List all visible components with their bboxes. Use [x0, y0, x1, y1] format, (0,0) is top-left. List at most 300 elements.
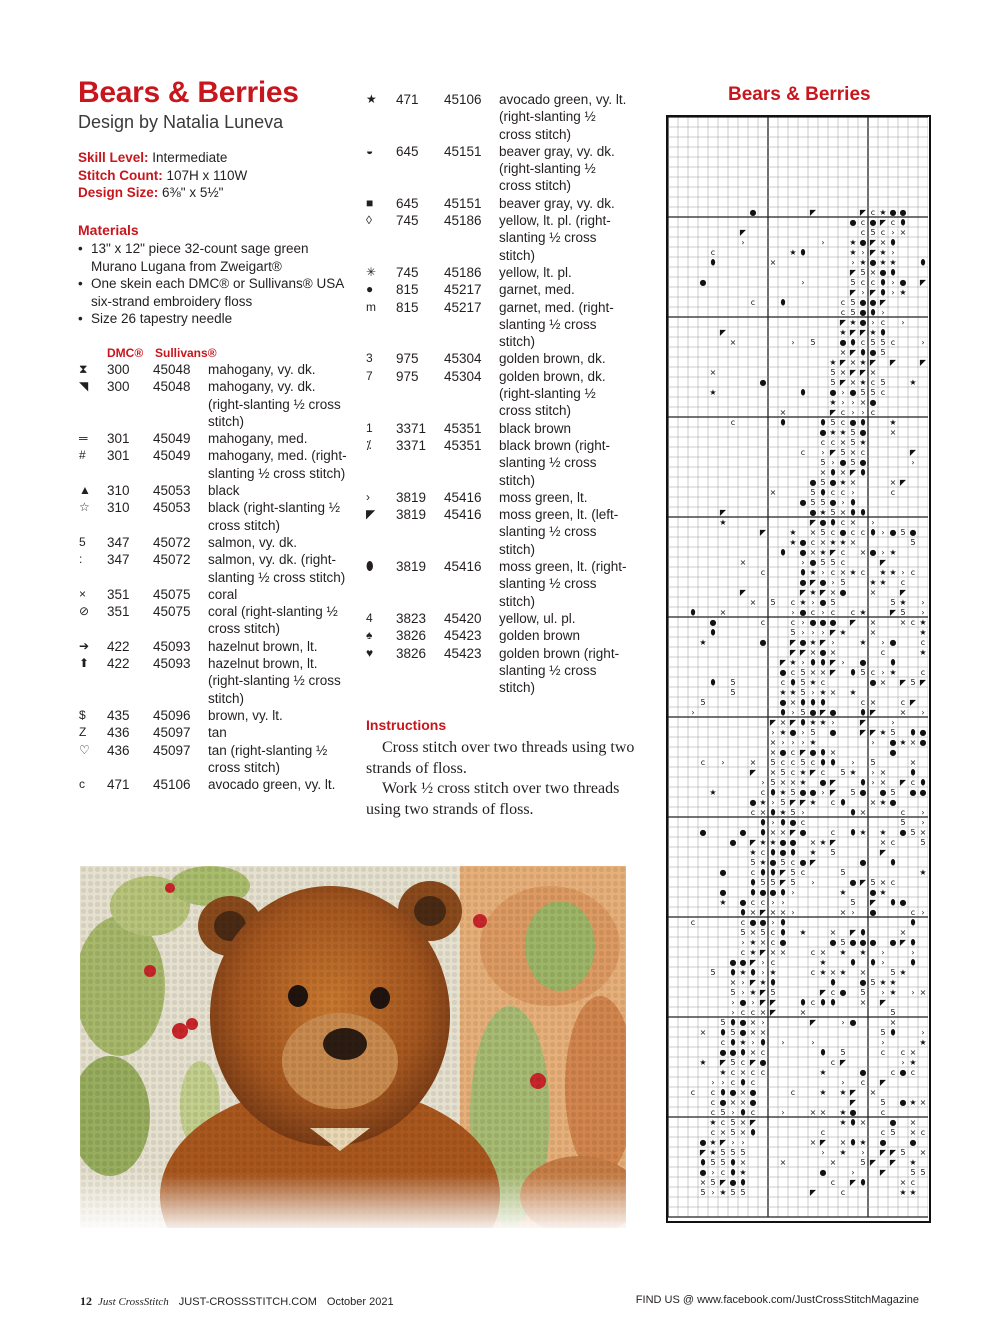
stitch-symbol: ⬮ [770, 848, 776, 857]
stitch-symbol: c [710, 1098, 716, 1107]
stitch-symbol: ● [829, 478, 837, 487]
stitch-symbol: 5 [830, 598, 836, 607]
stitch-symbol: ◤ [849, 368, 857, 377]
stitch-symbol: ⬮ [710, 678, 716, 687]
stitch-symbol: ◤ [879, 298, 887, 307]
stitch-symbol: ● [849, 1108, 857, 1117]
stitch-symbol: × [779, 778, 787, 787]
stitch-symbol: ★ [919, 618, 927, 627]
stitch-symbol: ◤ [869, 898, 877, 907]
stitch-symbol: ◤ [819, 708, 827, 717]
stitch-symbol: ● [819, 648, 827, 657]
footer-left [80, 1294, 394, 1309]
dmc-number: 3371 [396, 437, 427, 453]
stitch-symbol: ● [899, 1098, 907, 1107]
stitch-symbol: › [881, 948, 885, 957]
color-key-row [366, 610, 628, 627]
dmc-number: 301 [107, 448, 130, 464]
stitch-symbol: ⬮ [860, 468, 866, 477]
stitch-symbol: ● [839, 338, 847, 347]
stitch-symbol: ◤ [879, 848, 887, 857]
stitch-symbol: 5 [830, 418, 836, 427]
stitch-symbol: ⬮ [760, 1038, 766, 1047]
stitch-symbol: ★ [709, 1118, 717, 1127]
stitch-symbol: ◤ [859, 718, 867, 727]
stitch-symbol: ◤ [829, 628, 837, 637]
stitch-symbol: ● [769, 858, 777, 867]
stitch-symbol: › [731, 1138, 735, 1147]
stitch-symbol: × [859, 808, 867, 817]
stitch-symbol: c [840, 408, 846, 417]
stitch-symbol: ◤ [899, 478, 907, 487]
stitch-symbol: › [921, 608, 925, 617]
stitch-symbol: × [869, 368, 877, 377]
stitch-symbol: › [821, 568, 825, 577]
stitch-symbol: ◤ [829, 408, 837, 417]
stitch-symbol: ◤ [879, 1148, 887, 1157]
stitch-symbol: ● [889, 748, 897, 757]
stitch-symbol: › [921, 1028, 925, 1037]
stitch-symbol: ⬮ [780, 918, 786, 927]
stitch-symbol: ★ [709, 788, 717, 797]
stitch-symbol: ● [869, 348, 877, 357]
stitch-symbol: c [830, 828, 836, 837]
stitch-symbol: × [809, 548, 817, 557]
color-key-row [366, 420, 628, 437]
stitch-symbol: ⬮ [740, 1108, 746, 1117]
stitch-symbol: ⬮ [800, 698, 806, 707]
stitch-symbol: ● [739, 898, 747, 907]
stitch-symbol: › [881, 308, 885, 317]
stitch-symbol: ● [889, 738, 897, 747]
stitch-symbol: ★ [889, 668, 897, 677]
stitch-symbol: 5 [890, 968, 896, 977]
symbol-icon: ◒ [366, 143, 374, 158]
color-key-row [79, 447, 349, 482]
stitch-symbol: ⬮ [760, 818, 766, 827]
stitch-symbol: ★ [839, 968, 847, 977]
stitch-symbol: ● [819, 428, 827, 437]
stitch-symbol: ⬮ [840, 798, 846, 807]
stitch-symbol: × [899, 618, 907, 627]
stitch-symbol: ● [859, 238, 867, 247]
color-description: yellow, lt. pl. [499, 264, 572, 280]
color-key-row [366, 299, 628, 351]
color-description: hazelnut brown, lt. (right-slanting ½ cross stitch) [208, 656, 341, 706]
stitch-symbol: ● [859, 1068, 867, 1077]
website-link[interactable]: JUST-CROSSSTITCH.COM [178, 1296, 317, 1308]
stitch-symbol: ● [859, 658, 867, 667]
stitch-symbol: ★ [849, 688, 857, 697]
stitch-symbol: c [780, 758, 786, 767]
dmc-number: 3371 [396, 420, 427, 436]
stitch-symbol: › [781, 738, 785, 747]
stitch-symbol: 5 [850, 298, 856, 307]
stitch-symbol: × [899, 928, 907, 937]
stitch-symbol: ● [749, 1088, 757, 1097]
stitch-symbol: › [841, 1078, 845, 1087]
color-description: yellow, ul. pl. [499, 610, 576, 626]
stitch-symbol: × [879, 678, 887, 687]
stitch-symbol: ⬮ [850, 498, 856, 507]
stitch-symbol: 5 [800, 688, 806, 697]
stitch-symbol: × [789, 778, 797, 787]
stitch-symbol: 5 [710, 1178, 716, 1187]
stitch-symbol: c [780, 678, 786, 687]
stitch-symbol: ★ [859, 378, 867, 387]
stitch-symbol: ★ [909, 1158, 917, 1167]
stitch-symbol: 5 [790, 878, 796, 887]
stitch-symbol: 5 [830, 378, 836, 387]
stitch-symbol: › [921, 708, 925, 717]
stitch-symbol: 5 [740, 928, 746, 937]
stitch-symbol: ● [779, 848, 787, 857]
stitch-symbol: c [790, 598, 796, 607]
stitch-symbol: › [821, 608, 825, 617]
stitch-symbol: c [840, 298, 846, 307]
stitch-symbol: ◤ [799, 648, 807, 657]
stitch-symbol: × [749, 908, 757, 917]
stitch-symbol: ● [699, 1168, 707, 1177]
stitch-symbol: × [869, 798, 877, 807]
stitch-symbol: ★ [829, 428, 837, 437]
color-description: avocado green, vy. lt. (right-slanting ½ cross stitch) [499, 92, 627, 142]
stitch-symbol: × [859, 968, 867, 977]
bear-photo-illustration [80, 866, 626, 1228]
stitch-symbol: › [801, 618, 805, 627]
stitch-symbol: 5 [710, 968, 716, 977]
stitch-symbol: › [851, 258, 855, 267]
stitch-symbol: ◤ [899, 778, 907, 787]
stitch-symbol: c [720, 1038, 726, 1047]
stitch-symbol: ★ [749, 938, 757, 947]
stitch-symbol: ⬮ [920, 258, 926, 267]
stitch-symbol: ★ [709, 1138, 717, 1147]
sullivans-number: 45423 [444, 645, 482, 661]
stitch-symbol: 5 [790, 788, 796, 797]
symbol-icon: $ [79, 707, 86, 722]
stitch-symbol: × [749, 598, 757, 607]
sullivans-number: 45351 [444, 420, 482, 436]
stitch-symbol: ◤ [819, 988, 827, 997]
stitch-symbol: › [851, 908, 855, 917]
color-description: salmon, vy. dk. [208, 534, 298, 550]
stitch-symbol: › [691, 708, 695, 717]
facebook-link[interactable]: FIND US @ www.facebook.com/JustCrossStitchMagazine [635, 1294, 919, 1306]
stitch-symbol: ◤ [849, 1098, 857, 1107]
stitch-symbol: ★ [879, 888, 887, 897]
stitch-symbol: 5 [890, 1128, 896, 1137]
stitch-symbol: c [690, 918, 696, 927]
stitch-symbol: 5 [840, 1048, 846, 1057]
dmc-number: 645 [396, 143, 419, 159]
stitch-symbol: 5 [870, 228, 876, 237]
stitch-symbol: ⬮ [870, 958, 876, 967]
stitch-symbol: › [711, 1168, 715, 1177]
stitch-symbol: c [920, 1128, 926, 1137]
stitch-symbol: c [890, 1068, 896, 1077]
stitch-symbol: ● [709, 618, 717, 627]
stitch-symbol: 5 [880, 1098, 886, 1107]
stitch-symbol: ★ [879, 828, 887, 837]
stitch-symbol: ★ [769, 968, 777, 977]
stitch-symbol: ⬮ [740, 1078, 746, 1087]
stitch-symbol: 5 [850, 898, 856, 907]
stitch-symbol: × [869, 1088, 877, 1097]
stitch-symbol: ◤ [809, 1018, 817, 1027]
stitch-symbol: × [879, 838, 887, 847]
stitch-symbol: × [699, 1178, 707, 1187]
instructions-heading: Instructions [366, 717, 447, 733]
stitch-symbol: 5 [730, 1188, 736, 1197]
stitch-symbol: × [849, 538, 857, 547]
stitch-symbol: c [730, 418, 736, 427]
stitch-symbol: ★ [719, 898, 727, 907]
stitch-symbol: ● [849, 418, 857, 427]
stitch-symbol: × [859, 398, 867, 407]
stitch-symbol: c [860, 218, 866, 227]
stitch-symbol: ● [869, 678, 877, 687]
stitch-symbol: c [800, 818, 806, 827]
stitch-symbol: ⬮ [900, 218, 906, 227]
symbol-icon: ♥ [366, 645, 374, 660]
stitch-symbol: c [900, 698, 906, 707]
stitch-symbol: × [839, 1138, 847, 1147]
stitch-symbol: × [889, 478, 897, 487]
sullivans-number: 45097 [153, 742, 191, 758]
symbol-icon: : [79, 552, 83, 567]
stitch-symbol: ● [739, 1028, 747, 1037]
stitch-symbol: › [861, 248, 865, 257]
stitch-symbol: ● [719, 888, 727, 897]
stitch-symbol: ⬮ [860, 418, 866, 427]
stitch-symbol: × [839, 568, 847, 577]
stitch-symbol: › [881, 668, 885, 677]
stitch-symbol: ◤ [889, 358, 897, 367]
stitch-symbol: 5 [880, 338, 886, 347]
stitch-symbol: › [881, 548, 885, 557]
stitch-symbol: ⬮ [890, 238, 896, 247]
stitch-symbol: c [820, 768, 826, 777]
stitch-symbol: ★ [799, 778, 807, 787]
stitch-symbol: c [760, 788, 766, 797]
sullivans-number: 45048 [153, 379, 191, 395]
stitch-symbol: × [839, 368, 847, 377]
stitch-symbol: c [830, 1178, 836, 1187]
stitch-symbol: ⬮ [880, 328, 886, 337]
stitch-symbol: 5 [770, 758, 776, 767]
stitch-symbol: c [810, 758, 816, 767]
stitch-symbol: ● [799, 608, 807, 617]
stitch-symbol: ⬮ [860, 348, 866, 357]
color-key-row [366, 195, 628, 212]
stitch-symbol: × [809, 648, 817, 657]
stitch-symbol: × [859, 1118, 867, 1127]
stitch-symbol: 5 [800, 668, 806, 677]
dmc-number: 422 [107, 638, 130, 654]
dmc-number: 3826 [396, 645, 427, 661]
stitch-symbol: × [779, 408, 787, 417]
color-key-row [366, 506, 628, 558]
stitch-symbol: ● [749, 208, 757, 217]
stitch-symbol: › [901, 568, 905, 577]
stitch-symbol: c [710, 1108, 716, 1117]
stitch-symbol: ⬮ [800, 388, 806, 397]
stitch-symbol: › [791, 738, 795, 747]
stitch-symbol: › [721, 1078, 725, 1087]
stitch-symbol: × [889, 1018, 897, 1027]
symbol-icon: ♡ [79, 742, 90, 757]
stitch-symbol: ⬮ [780, 548, 786, 557]
stitch-symbol: ◤ [869, 358, 877, 367]
color-key-row [366, 350, 628, 367]
stitch-symbol: 5 [900, 1148, 906, 1157]
stitch-symbol: × [839, 438, 847, 447]
stitch-symbol: × [739, 1098, 747, 1107]
stitch-symbol: › [851, 1168, 855, 1177]
stitch-symbol: ★ [859, 258, 867, 267]
stitch-symbol: ★ [839, 1148, 847, 1157]
stitch-symbol: c [810, 538, 816, 547]
stitch-symbol: › [911, 988, 915, 997]
stitch-symbol: ⬮ [830, 978, 836, 987]
symbol-icon: # [79, 448, 86, 463]
materials-item: • Size 26 tapestry needle [78, 310, 348, 328]
color-description: coral [208, 586, 238, 602]
stitch-symbol: ◤ [869, 728, 877, 737]
sullivans-number: 45217 [444, 299, 482, 315]
stitch-symbol: 5 [790, 808, 796, 817]
stitch-symbol: ● [769, 888, 777, 897]
stitch-symbol: 5 [920, 1168, 926, 1177]
stitch-symbol: ◤ [809, 208, 817, 217]
stitch-symbol: ● [889, 1118, 897, 1127]
stitch-symbol: × [879, 238, 887, 247]
stitch-symbol: × [729, 1098, 737, 1107]
stitch-symbol: ★ [779, 788, 787, 797]
stitch-symbol: c [870, 208, 876, 217]
stitch-symbol: c [820, 438, 826, 447]
stitch-symbol: › [861, 288, 865, 297]
stitch-symbol: × [809, 838, 817, 847]
color-key-row [366, 489, 628, 506]
stitch-symbol: 5 [880, 378, 886, 387]
stitch-symbol: × [749, 758, 757, 767]
stitch-symbol: ● [919, 788, 927, 797]
materials-item: • 13" x 12" piece 32-count sage green Murano Lugana from Zweigart® [78, 240, 348, 275]
stitch-symbol: ● [729, 1048, 737, 1057]
stitch-symbol: c [890, 878, 896, 887]
stitch-symbol: 5 [820, 558, 826, 567]
stitch-symbol: ◤ [749, 768, 757, 777]
stitch-symbol: › [741, 1138, 745, 1147]
stitch-symbol: ★ [799, 768, 807, 777]
stitch-symbol: ★ [719, 518, 727, 527]
sullivans-number: 45097 [153, 725, 191, 741]
stitch-symbol: › [871, 738, 875, 747]
stitch-symbol: ⬮ [740, 908, 746, 917]
stitch-symbol: › [891, 718, 895, 727]
stitch-symbol: × [869, 698, 877, 707]
stitch-symbol: 5 [870, 758, 876, 767]
spec-stitch-count [78, 167, 247, 185]
color-key-row [366, 281, 628, 298]
stitch-symbol: 5 [910, 678, 916, 687]
stitch-symbol: × [739, 1118, 747, 1127]
legend-header [107, 346, 217, 360]
stitch-symbol: ⬮ [780, 888, 786, 897]
stitch-symbol: × [739, 1068, 747, 1077]
stitch-symbol: ★ [789, 658, 797, 667]
stitch-symbol: ● [799, 498, 807, 507]
stitch-symbol: 5 [860, 268, 866, 277]
stitch-symbol: ★ [819, 1088, 827, 1097]
stitch-symbol: × [809, 528, 817, 537]
stitch-symbol: ⬮ [850, 338, 856, 347]
stitch-symbol: › [911, 458, 915, 467]
stitch-symbol: × [739, 1088, 747, 1097]
stitch-symbol: ◤ [909, 448, 917, 457]
stitch-symbol: 5 [850, 788, 856, 797]
stitch-symbol: ★ [839, 328, 847, 337]
stitch-symbol: ◤ [719, 328, 727, 337]
stitch-symbol: ★ [879, 248, 887, 257]
stitch-symbol: ● [849, 878, 857, 887]
stitch-symbol: ⬮ [730, 1158, 736, 1167]
stitch-symbol: 5 [870, 978, 876, 987]
stitch-symbol: × [849, 448, 857, 457]
stitch-symbol: c [830, 528, 836, 537]
stitch-symbol: ★ [809, 848, 817, 857]
symbol-icon: ◥ [79, 379, 89, 394]
stitch-symbol: ⬮ [750, 888, 756, 897]
stitch-symbol: ★ [789, 538, 797, 547]
stitch-symbol: ⬮ [860, 928, 866, 937]
stitch-symbol: × [829, 648, 837, 657]
stitch-symbol: ⬮ [780, 418, 786, 427]
stitch-symbol: 5 [780, 798, 786, 807]
stitch-symbol: ⬮ [820, 658, 826, 667]
stitch-symbol: c [900, 1048, 906, 1057]
color-description: black (right-slanting ½ cross stitch) [208, 500, 341, 533]
stitch-symbol: ◤ [779, 868, 787, 877]
stitch-symbol: × [739, 1158, 747, 1167]
stitch-symbol: › [831, 718, 835, 727]
stitch-symbol: ★ [799, 598, 807, 607]
stitch-symbol: ★ [749, 848, 757, 857]
stitch-symbol: ● [849, 1018, 857, 1027]
stitch-symbol: ⬮ [910, 958, 916, 967]
symbol-icon: 5 [79, 534, 86, 549]
instruction-paragraph: Cross stitch over two threads using two strands of floss. [366, 739, 635, 777]
stitch-symbol: × [769, 258, 777, 267]
stitch-symbol: ★ [749, 948, 757, 957]
stitch-symbol: ◤ [879, 218, 887, 227]
stitch-symbol: ⬮ [710, 258, 716, 267]
stitch-symbol: × [769, 748, 777, 757]
stitch-symbol: c [810, 968, 816, 977]
stitch-symbol: c [690, 1088, 696, 1097]
stitch-symbol: ● [809, 508, 817, 517]
stitch-symbol: ● [729, 1178, 737, 1187]
stitch-symbol: ★ [889, 258, 897, 267]
stitch-symbol: 5 [830, 558, 836, 567]
stitch-symbol: c [790, 618, 796, 627]
stitch-symbol: › [801, 278, 805, 287]
stitch-symbol: ◤ [849, 288, 857, 297]
stitch-symbol: ◤ [849, 1178, 857, 1187]
sullivans-number: 45048 [153, 362, 191, 377]
